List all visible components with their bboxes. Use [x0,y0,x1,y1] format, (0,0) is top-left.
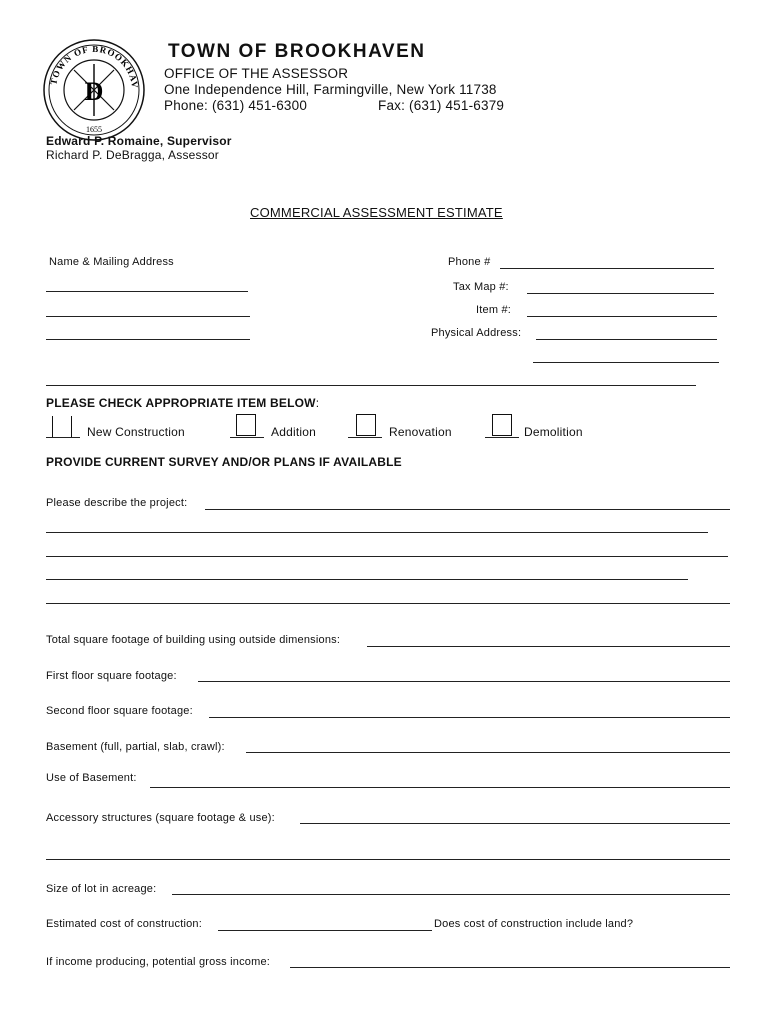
basement-use-label: Use of Basement: [46,772,137,784]
accessory-field[interactable] [300,823,730,824]
form-title: COMMERCIAL ASSESSMENT ESTIMATE [250,205,503,220]
checkbox-demolition-underline [485,437,519,438]
checkbox-addition[interactable] [236,414,256,436]
town-name: TOWN OF BROOKHAVEN [168,41,426,62]
svg-text:D: D [84,77,104,106]
describe-label: Please describe the project: [46,497,188,509]
lot-size-field[interactable] [172,894,730,895]
describe-line-4[interactable] [46,579,688,580]
name-address-label: Name & Mailing Address [49,256,174,268]
taxmap-field[interactable] [527,293,714,294]
office-name: OFFICE OF THE ASSESSOR [164,66,349,81]
est-cost-field[interactable] [218,930,432,931]
lot-size-label: Size of lot in acreage: [46,883,157,895]
checkbox-demolition[interactable] [492,414,512,436]
second-floor-label: Second floor square footage: [46,705,193,717]
physical-address-field-2[interactable] [533,362,719,363]
basement-use-field[interactable] [150,787,730,788]
name-line-3[interactable] [46,339,250,340]
phone-field[interactable] [500,268,714,269]
income-label: If income producing, potential gross income: [46,956,271,968]
describe-field[interactable] [205,509,730,510]
svg-text:1655: 1655 [86,125,102,134]
basement-label: Basement (full, partial, slab, crawl): [46,741,225,753]
check-heading: PLEASE CHECK APPROPRIATE ITEM BELOW: [46,396,320,410]
income-field[interactable] [290,967,730,968]
checkbox-new-construction-underline [46,437,80,438]
total-sqft-field[interactable] [367,646,730,647]
est-cost-label: Estimated cost of construction: [46,918,202,930]
checkbox-new-construction[interactable] [52,416,72,438]
phone-label: Phone # [448,256,491,268]
physical-address-field-1[interactable] [536,339,717,340]
accessory-line-2[interactable] [46,859,730,860]
taxmap-label: Tax Map #: [453,281,509,293]
describe-line-3[interactable] [46,556,728,557]
survey-note: PROVIDE CURRENT SURVEY AND/OR PLANS IF AVAILABLE [46,455,402,469]
first-floor-label: First floor square footage: [46,670,177,682]
physical-address-label: Physical Address: [431,327,522,339]
svg-text:TOWN OF BROOKHAVEN NEW YORK: TOWN OF BROOKHAV [48,43,141,90]
office-fax: Fax: (631) 451-6379 [378,98,505,113]
total-sqft-label: Total square footage of building using outside dimensions: [46,634,341,646]
basement-field[interactable] [246,752,730,753]
option-demolition: Demolition [524,425,583,439]
includes-land-label: Does cost of construction include land? [434,918,634,930]
item-field[interactable] [527,316,717,317]
town-seal [42,38,146,142]
option-renovation: Renovation [389,425,452,439]
option-new-construction: New Construction [87,425,185,439]
seal-icon [42,38,146,142]
second-floor-field[interactable] [209,717,730,718]
checkbox-addition-underline [230,437,264,438]
office-phone: Phone: (631) 451-6300 [164,98,308,113]
name-line-2[interactable] [46,316,250,317]
accessory-label: Accessory structures (square footage & use): [46,812,275,824]
supervisor-name: Edward P. Romaine, Supervisor [46,134,232,148]
office-address: One Independence Hill, Farmingville, New York 11738 [164,82,497,97]
assessor-name: Richard P. DeBragga, Assessor [46,148,219,162]
option-addition: Addition [271,425,316,439]
separator-line [46,385,696,386]
item-label: Item #: [476,304,512,316]
describe-line-5[interactable] [46,603,730,604]
checkbox-renovation-underline [348,437,382,438]
first-floor-field[interactable] [198,681,730,682]
describe-line-2[interactable] [46,532,708,533]
name-line-1[interactable] [46,291,248,292]
checkbox-renovation[interactable] [356,414,376,436]
